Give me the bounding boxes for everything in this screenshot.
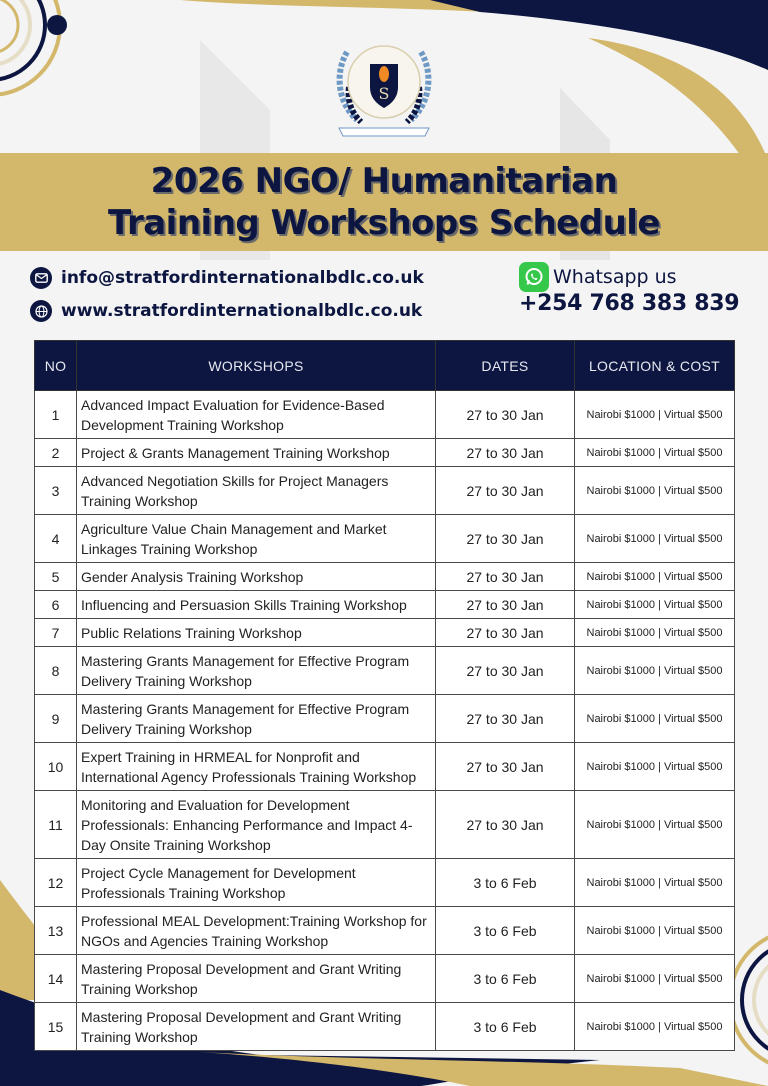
- workshop-name: Project & Grants Management Training Workshop: [77, 439, 436, 467]
- header-no: NO: [35, 341, 77, 391]
- location-cost: Nairobi $1000 | Virtual $500: [575, 791, 735, 859]
- row-number: 4: [35, 515, 77, 563]
- workshop-dates: 27 to 30 Jan: [436, 791, 575, 859]
- workshop-name: Mastering Proposal Development and Grant Writing Training Workshop: [77, 955, 436, 1003]
- workshop-dates: 27 to 30 Jan: [436, 743, 575, 791]
- table-row: [35, 791, 735, 859]
- table-row: [35, 1003, 735, 1051]
- location-cost: Nairobi $1000 | Virtual $500: [575, 743, 735, 791]
- workshop-dates: 27 to 30 Jan: [436, 619, 575, 647]
- email-link[interactable]: info@stratfordinternationalbdlc.co.uk: [61, 268, 424, 288]
- row-number: 1: [35, 391, 77, 439]
- row-number: 13: [35, 907, 77, 955]
- header-workshops: WORKSHOPS: [77, 341, 436, 391]
- workshop-dates: 27 to 30 Jan: [436, 695, 575, 743]
- row-number: 9: [35, 695, 77, 743]
- globe-icon: [30, 300, 52, 322]
- table-row: [35, 515, 735, 563]
- workshop-dates: 27 to 30 Jan: [436, 647, 575, 695]
- email-contact[interactable]: [30, 267, 424, 289]
- header-location-cost: LOCATION & COST: [575, 341, 735, 391]
- location-cost: Nairobi $1000 | Virtual $500: [575, 563, 735, 591]
- whatsapp-contact[interactable]: [519, 262, 677, 292]
- workshop-name: Expert Training in HRMEAL for Nonprofit and International Agency Professionals Training Workshop: [77, 743, 436, 791]
- whatsapp-label: Whatsapp us: [553, 266, 677, 288]
- workshop-dates: 27 to 30 Jan: [436, 439, 575, 467]
- location-cost: Nairobi $1000 | Virtual $500: [575, 391, 735, 439]
- row-number: 11: [35, 791, 77, 859]
- table-header-row: [35, 341, 735, 391]
- workshop-name: Public Relations Training Workshop: [77, 619, 436, 647]
- workshop-dates: 27 to 30 Jan: [436, 467, 575, 515]
- workshop-dates: 27 to 30 Jan: [436, 591, 575, 619]
- workshop-name: Mastering Proposal Development and Grant Writing Training Workshop: [77, 1003, 436, 1051]
- table-row: [35, 907, 735, 955]
- location-cost: Nairobi $1000 | Virtual $500: [575, 515, 735, 563]
- table-row: [35, 563, 735, 591]
- location-cost: Nairobi $1000 | Virtual $500: [575, 439, 735, 467]
- workshop-name: Gender Analysis Training Workshop: [77, 563, 436, 591]
- row-number: 2: [35, 439, 77, 467]
- row-number: 14: [35, 955, 77, 1003]
- table-row: [35, 955, 735, 1003]
- workshop-dates: 3 to 6 Feb: [436, 907, 575, 955]
- table-row: [35, 859, 735, 907]
- table-row: [35, 619, 735, 647]
- phone-number[interactable]: +254 768 383 839: [519, 291, 740, 316]
- workshop-name: Project Cycle Management for Development Professionals Training Workshop: [77, 859, 436, 907]
- location-cost: Nairobi $1000 | Virtual $500: [575, 591, 735, 619]
- workshop-dates: 27 to 30 Jan: [436, 563, 575, 591]
- workshop-dates: 27 to 30 Jan: [436, 515, 575, 563]
- location-cost: Nairobi $1000 | Virtual $500: [575, 955, 735, 1003]
- workshop-name: Agriculture Value Chain Management and Market Linkages Training Workshop: [77, 515, 436, 563]
- workshop-name: Monitoring and Evaluation for Development Professionals: Enhancing Performance and Impact 4-Day Onsite Training Workshop: [77, 791, 436, 859]
- page-title: [0, 160, 768, 244]
- location-cost: Nairobi $1000 | Virtual $500: [575, 859, 735, 907]
- row-number: 10: [35, 743, 77, 791]
- workshop-dates: 3 to 6 Feb: [436, 955, 575, 1003]
- workshop-dates: 3 to 6 Feb: [436, 1003, 575, 1051]
- location-cost: Nairobi $1000 | Virtual $500: [575, 647, 735, 695]
- whatsapp-icon: [519, 262, 549, 292]
- location-cost: Nairobi $1000 | Virtual $500: [575, 907, 735, 955]
- header-dates: DATES: [436, 341, 575, 391]
- table-row: [35, 743, 735, 791]
- title-line-1: 2026 NGO/ Humanitarian: [150, 161, 618, 201]
- row-number: 5: [35, 563, 77, 591]
- location-cost: Nairobi $1000 | Virtual $500: [575, 695, 735, 743]
- website-link[interactable]: www.stratfordinternationalbdlc.co.uk: [61, 301, 423, 321]
- location-cost: Nairobi $1000 | Virtual $500: [575, 619, 735, 647]
- table-row: [35, 647, 735, 695]
- row-number: 7: [35, 619, 77, 647]
- envelope-icon: [30, 267, 52, 289]
- workshops-table: [34, 340, 735, 1051]
- row-number: 12: [35, 859, 77, 907]
- stratford-logo: [325, 32, 443, 144]
- table-row: [35, 391, 735, 439]
- table-row: [35, 439, 735, 467]
- workshop-name: Advanced Negotiation Skills for Project Managers Training Workshop: [77, 467, 436, 515]
- table-row: [35, 695, 735, 743]
- row-number: 15: [35, 1003, 77, 1051]
- workshop-name: Advanced Impact Evaluation for Evidence-Based Development Training Workshop: [77, 391, 436, 439]
- row-number: 3: [35, 467, 77, 515]
- workshop-name: Influencing and Persuasion Skills Training Workshop: [77, 591, 436, 619]
- location-cost: Nairobi $1000 | Virtual $500: [575, 1003, 735, 1051]
- location-cost: Nairobi $1000 | Virtual $500: [575, 467, 735, 515]
- row-number: 6: [35, 591, 77, 619]
- workshop-dates: 3 to 6 Feb: [436, 859, 575, 907]
- svg-text:S: S: [378, 84, 390, 103]
- table-row: [35, 591, 735, 619]
- row-number: 8: [35, 647, 77, 695]
- table-row: [35, 467, 735, 515]
- workshop-name: Professional MEAL Development:Training Workshop for NGOs and Agencies Training Workshop: [77, 907, 436, 955]
- website-contact[interactable]: [30, 300, 422, 322]
- workshop-name: Mastering Grants Management for Effective Program Delivery Training Workshop: [77, 647, 436, 695]
- workshop-name: Mastering Grants Management for Effective Program Delivery Training Workshop: [77, 695, 436, 743]
- title-line-2: Training Workshops Schedule: [108, 203, 660, 243]
- workshop-dates: 27 to 30 Jan: [436, 391, 575, 439]
